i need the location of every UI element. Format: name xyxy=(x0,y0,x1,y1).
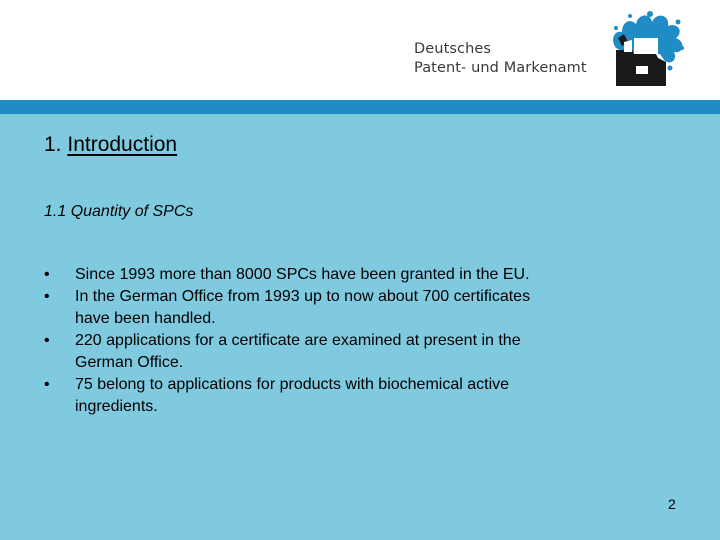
bullet-text-line: 75 belong to applications for products with biochemical active xyxy=(75,376,510,393)
bullet-text-line: have been handled. xyxy=(75,310,216,327)
bullet-glyph: • xyxy=(44,332,50,349)
slide-title xyxy=(44,133,177,157)
bullet-glyph: • xyxy=(44,266,50,283)
bullet-glyph: • xyxy=(44,376,50,393)
bullet-text-line: German Office. xyxy=(75,354,184,371)
bullet-text-line: Since 1993 more than 8000 SPCs have been granted in the EU. xyxy=(75,266,530,283)
section-subtitle: 1.1 Quantity of SPCs xyxy=(44,203,194,220)
bullet-item xyxy=(44,286,664,330)
bullet-item xyxy=(44,374,664,418)
page-number: 2 xyxy=(668,496,676,512)
slide-title-number: 1. xyxy=(44,133,62,156)
organization-name xyxy=(414,40,587,78)
bullet-text-line: 220 applications for a certificate are examined at present in the xyxy=(75,332,521,349)
bullet-glyph: • xyxy=(44,288,50,305)
slide-header xyxy=(0,0,720,100)
organization-name-line-2: Patent- und Markenamt xyxy=(414,60,587,76)
header-stripe xyxy=(0,100,720,114)
slide-title-text: Introduction xyxy=(67,133,178,156)
bullet-item xyxy=(44,264,664,286)
bullet-text-line: In the German Office from 1993 up to now about 700 certificates xyxy=(75,288,531,305)
bullet-text-line: ingredients. xyxy=(75,398,158,415)
bullet-list xyxy=(44,264,664,418)
bullet-item xyxy=(44,330,664,374)
dpma-logo-icon xyxy=(608,8,688,88)
organization-name-line-1: Deutsches xyxy=(414,41,492,57)
